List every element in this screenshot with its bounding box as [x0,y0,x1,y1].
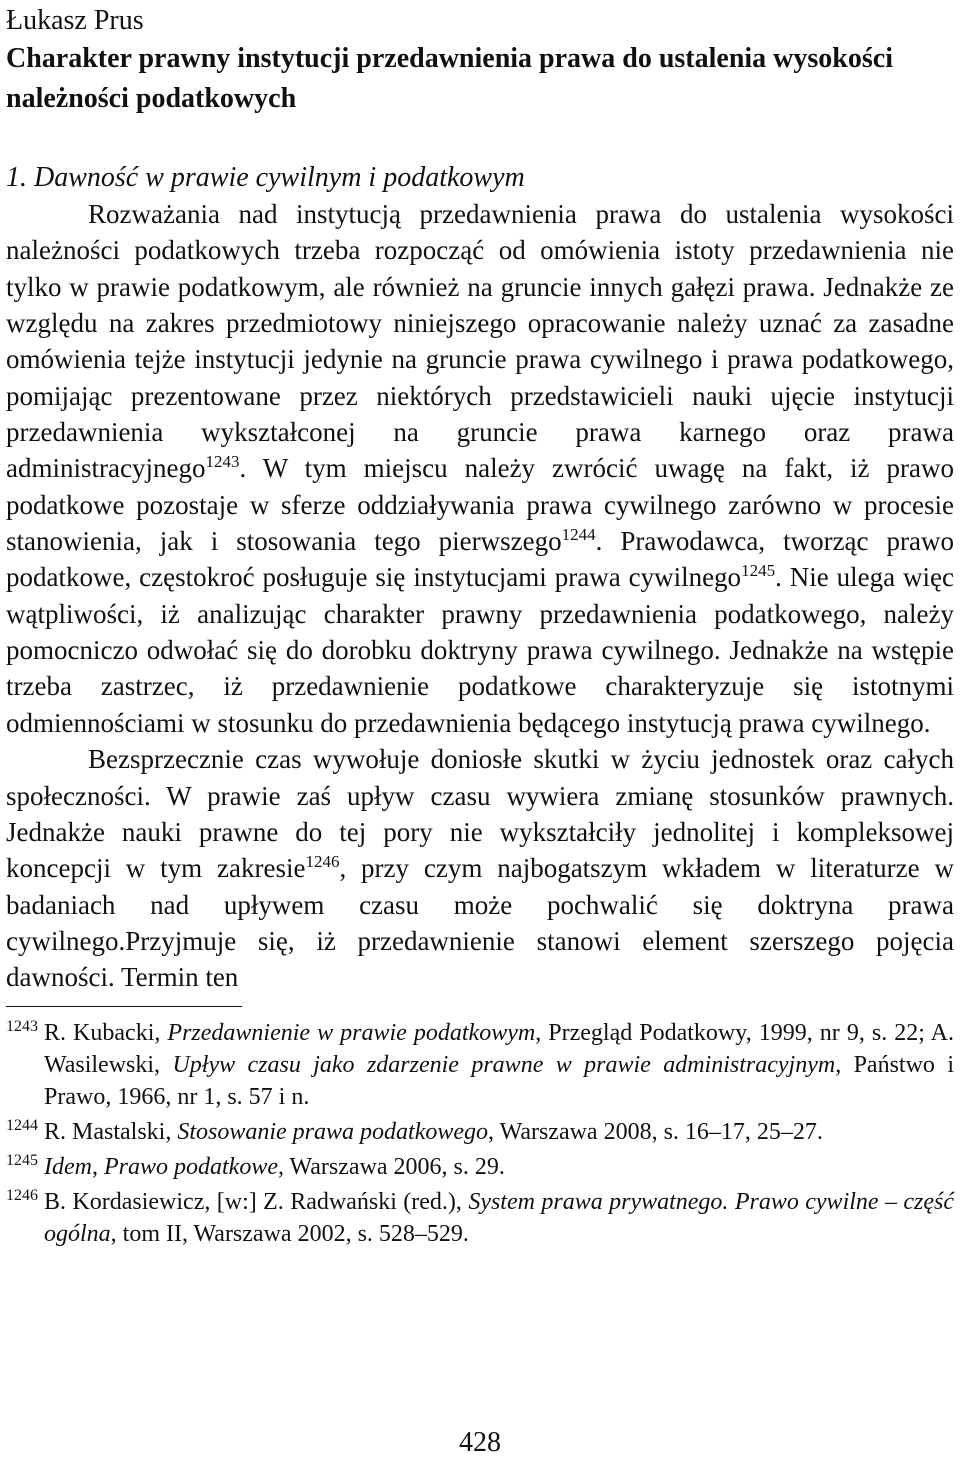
text-run: , [91,1153,104,1180]
text-run: Bezsprzecznie czas wywołuje doniosłe skutki w życiu jednostek oraz całych społeczności. W prawie zaś upływ czasu wywiera zmianę stosunków prawnych. Jednakże nauki prawne do tej pory nie wykształciły jednolitej i kompleksowej koncepcji w tym zakresie [6,744,954,884]
section-heading: 1. Dawność w prawie cywilnym i podatkowym [6,162,525,193]
text-run: , Warszawa 2006, s. 29. [277,1153,505,1180]
footnote-ref: 1243 [205,452,240,472]
footnote-number: 1245 [6,1151,38,1169]
document-page [6,0,954,1253]
page-number: 428 [459,1427,501,1458]
footnote-ref: 1245 [741,561,776,581]
italic-text: System prawa prywatnego. Prawo cywilne – część ogólna [44,1188,955,1247]
author-name: Łukasz Prus [6,5,144,36]
document-title: Charakter prawny instytucji przedawnienia prawa do ustalenia wysokości należności podatkowych [6,43,893,114]
italic-text: Prawo podatkowe [103,1153,278,1180]
italic-text: Idem [44,1153,92,1180]
italic-text: Stosowanie prawa podatkowego [177,1118,489,1145]
footnote-number: 1243 [6,1017,38,1035]
footnote-number: 1244 [6,1116,38,1134]
text-run: R. Mastalski, [44,1118,178,1145]
text-run: , Przegląd Podatkowy, 1999, nr 9, s. 22; A. Wasilewski, [44,1019,955,1078]
text-run: . Nie ulega więc wątpliwości, iż analizując charakter prawny przedawnienia podatkowego, należy pomocniczo odwołać się do dorobku doktryny prawa cywilnego. Jednakże na wstępie trzeba zastrzec, iż przedawnienie podatkowe charakteryzuje się istotnymi odmiennościami w stosunku do przedawnienia będącego instytucją prawa cywilnego. [6,562,954,738]
text-run: . Prawodawca, tworząc prawo podatkowe, częstokroć posługuje się instytucjami prawa cywilnego [6,526,955,593]
text-run: B. Kordasiewicz, [w:] Z. Radwański (red.), [44,1188,469,1215]
footnote-item [6,1017,954,1113]
body-paragraph-1 [6,196,954,741]
italic-text: Przedawnienie w prawie podatkowym [167,1019,536,1046]
footnote-ref: 1246 [305,852,340,872]
footnote-item [6,1116,954,1148]
footnote-item [6,1186,954,1250]
italic-text: Upływ czasu jako zdarzenie prawne w prawie administracyjnym [172,1051,836,1078]
text-run: R. Kubacki, [44,1019,168,1046]
footnote-item [6,1151,954,1183]
text-run: . W tym miejscu należy zwrócić uwagę na fakt, iż prawo podatkowe pozostaje w sferze oddziaływania prawa cywilnego zarówno w procesie stanowienia, jak i stosowania tego pierwszego [6,453,954,557]
footnote-number: 1246 [6,1186,38,1204]
text-run: , Państwo i Prawo, 1966, nr 1, s. 57 i n. [44,1051,954,1110]
footnote-ref: 1244 [561,525,596,545]
footnote-list [6,1017,954,1250]
body-paragraph-2 [6,741,954,995]
text-run: , Warszawa 2008, s. 16–17, 25–27. [488,1118,823,1145]
text-run: , przy czym najbogatszym wkładem w literaturze w badaniach nad upływem czasu może pochwalić się doktryna prawa cywilnego.Przyjmuje się, iż przedawnienie stanowi element szerszego pojęcia dawności. Termin ten [6,853,954,993]
text-run: , tom II, Warszawa 2002, s. 528–529. [110,1220,469,1247]
footnote-divider [6,1006,242,1007]
text-run: Rozważania nad instytucją przedawnienia prawa do ustalenia wysokości należności podatkowych trzeba rozpocząć od omówienia istoty przedawnienia nie tylko w prawie podatkowym, ale również na gruncie innych gałęzi prawa. Jednakże ze względu na zakres przedmiotowy niniejszego opracowanie należy uznać za zasadne omówienia tejże instytucji jedynie na gruncie prawa cywilnego i prawa podatkowego, pomijając prezentowane przez niektórych przedstawicieli nauki ujęcie instytucji przedawnienia wykształconej na gruncie prawa karnego oraz prawa administracyjnego [6,199,954,484]
